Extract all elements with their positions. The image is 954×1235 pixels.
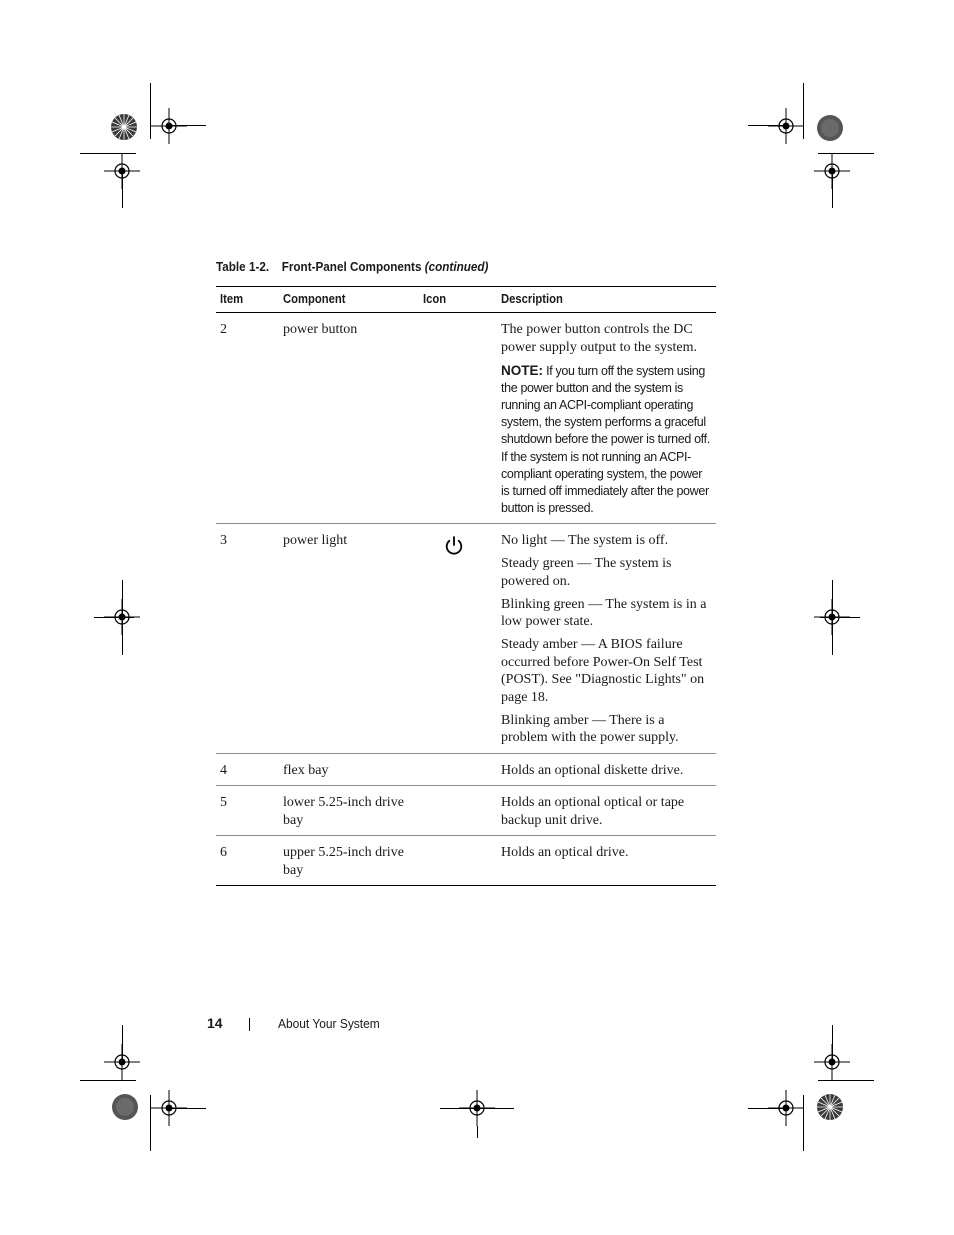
- cell-icon: [419, 524, 497, 754]
- table-row: [216, 786, 716, 836]
- cell-item: 6: [220, 845, 227, 861]
- cell-icon: [419, 753, 497, 786]
- description-text: No light — The system is off.: [501, 533, 669, 549]
- note-text: If you turn off the system using the power button and the system is running an ACPI-compliant operating system, the system performs a graceful shutdown before the power is turned off. If the system is not running an ACPI-compliant operating system, the power is turned off immediately after the power button is pressed.: [501, 363, 710, 516]
- table-row: [216, 313, 716, 524]
- header-component: Component: [283, 291, 346, 306]
- registration-starburst: [109, 112, 139, 142]
- table-row: [216, 524, 716, 754]
- crop-mark: [748, 1108, 786, 1109]
- cell-item: 4: [220, 762, 227, 778]
- table-row: [216, 836, 716, 886]
- table-row: [216, 753, 716, 786]
- table-caption-suffix: (continued): [424, 259, 489, 274]
- front-panel-components-table: [216, 286, 716, 886]
- registration-dot: [815, 113, 845, 143]
- crop-mark: [94, 617, 134, 618]
- crop-mark: [80, 1080, 136, 1081]
- table-header-row: [216, 287, 716, 313]
- table-caption: [216, 259, 488, 274]
- table-caption-title: Front-Panel Components: [281, 259, 422, 274]
- crop-mark: [122, 1025, 123, 1065]
- crop-mark: [818, 1080, 874, 1081]
- cell-icon: [419, 786, 497, 836]
- cell-component: flex bay: [283, 762, 329, 778]
- description-text: Blinking amber — There is a problem with the power supply.: [501, 712, 679, 746]
- header-icon: Icon: [423, 291, 447, 306]
- description-text: Steady amber — A BIOS failure occurred before Power-On Self Test (POST). See "Diagnostic Lights" on page 18.: [501, 637, 705, 705]
- cell-component: power light: [283, 533, 348, 549]
- crop-mark: [820, 617, 860, 618]
- table-caption-number: Table 1-2.: [216, 259, 270, 274]
- crop-mark: [748, 125, 786, 126]
- crop-mark: [477, 1126, 478, 1138]
- running-footer-title: About Your System: [278, 1016, 380, 1031]
- note-label: NOTE:: [501, 362, 543, 378]
- crop-mark: [168, 1108, 206, 1109]
- power-icon: [443, 535, 465, 557]
- page-number: 14: [207, 1015, 223, 1031]
- crop-mark: [168, 125, 206, 126]
- description-text: Holds an optional diskette drive.: [501, 762, 684, 778]
- cell-item: 2: [220, 322, 227, 337]
- cell-item: 5: [220, 795, 227, 811]
- crop-mark: [122, 170, 123, 208]
- cell-icon: [419, 313, 497, 524]
- registration-starburst: [815, 1092, 845, 1122]
- cell-description: [497, 786, 716, 836]
- cell-description: [497, 753, 716, 786]
- cell-item: 3: [220, 533, 227, 549]
- crosshair-mark: [768, 108, 804, 144]
- cell-component: lower 5.25-inch drive bay: [283, 795, 404, 828]
- crop-mark: [832, 1025, 833, 1065]
- description-text: Holds an optional optical or tape backup unit drive.: [501, 795, 685, 828]
- cell-icon: [419, 836, 497, 886]
- cell-component: power button: [283, 322, 358, 337]
- header-description: Description: [501, 291, 563, 306]
- footer-divider: [249, 1018, 250, 1031]
- crop-mark: [832, 170, 833, 208]
- cell-component: upper 5.25-inch drive bay: [283, 845, 404, 878]
- cell-description: [497, 524, 716, 754]
- description-text: Holds an optical drive.: [501, 845, 629, 861]
- header-item: Item: [220, 291, 244, 306]
- registration-dot: [110, 1092, 140, 1122]
- description-text: The power button controls the DC power supply output to the system.: [501, 322, 697, 355]
- crosshair-mark: [151, 108, 187, 144]
- cell-description: [497, 313, 716, 524]
- note-block: [501, 362, 712, 518]
- description-text: Blinking green — The system is in a low power state.: [501, 596, 707, 630]
- crop-mark: [440, 1108, 514, 1109]
- description-text: Steady green — The system is powered on.: [501, 556, 672, 589]
- cell-description: [497, 836, 716, 886]
